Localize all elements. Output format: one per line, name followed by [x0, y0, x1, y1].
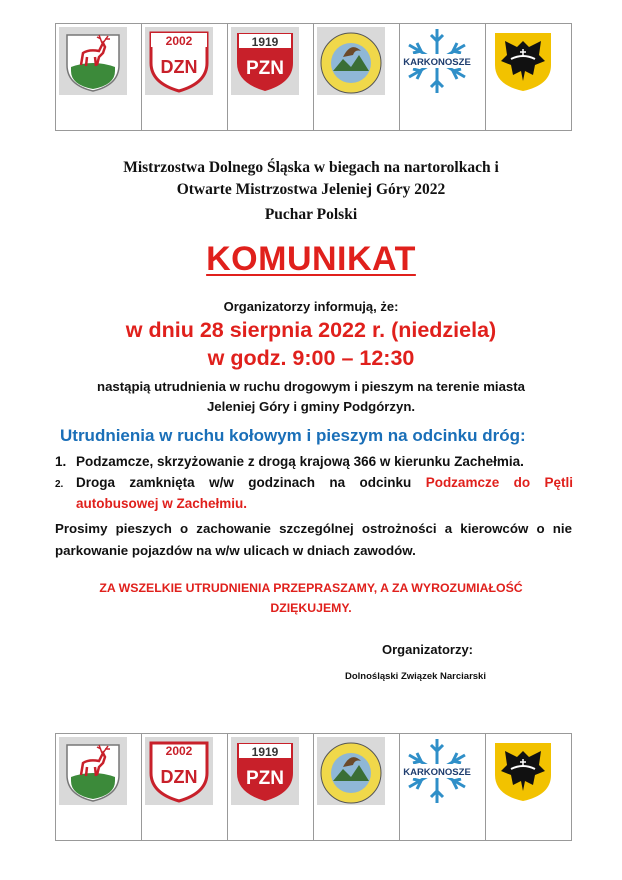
jelenia-gora-deer-crest-icon — [59, 27, 127, 95]
badge-letters: PZN — [246, 768, 284, 789]
event-title-line2: Otwarte Mistrzostwa Jeleniej Góry 2022 — [176, 181, 446, 198]
badge-year: 1919 — [251, 745, 279, 759]
event-title-line1: Mistrzostwa Dolnego Śląska w biegach na nartorolkach i — [123, 159, 499, 176]
cup-title: Puchar Polski — [264, 206, 358, 223]
lower-silesia-eagle-crest-icon — [489, 27, 557, 95]
logo-cell — [486, 24, 571, 130]
pzn-1919-badge-icon — [231, 27, 299, 95]
logo-row-top — [55, 23, 572, 131]
logo-cell — [142, 24, 228, 130]
logo-cell — [56, 24, 142, 130]
logo-cell — [400, 24, 486, 130]
dzn-2002-badge-icon — [145, 27, 213, 95]
gmina-podgorzyn-emblem-icon — [317, 737, 385, 805]
apology-line1: ZA WSZELKIE UTRUDNIENIA PRZEPRASZAMY, A ZA WYROZUMIAŁOŚĆ — [99, 581, 523, 595]
logo-row-bottom — [55, 733, 572, 841]
logo-cell — [486, 734, 571, 840]
karkonosze-text: KARKONOSZE — [403, 767, 471, 778]
restrictions-heading: Utrudnienia w ruchu kołowym i pieszym na odcinku dróg: — [60, 426, 526, 445]
date-block — [0, 316, 622, 372]
badge-letters: DZN — [160, 767, 198, 787]
logo-cell — [314, 24, 400, 130]
pzn-1919-badge-icon — [231, 737, 299, 805]
badge-year: 2002 — [165, 34, 193, 48]
description-line2: Jeleniej Góry i gminy Podgórzyn. — [206, 399, 416, 414]
list-item — [55, 472, 573, 514]
organizers-inform: Organizatorzy informują, że: — [223, 299, 399, 314]
description-line1: nastąpią utrudnienia w ruchu drogowym i pieszym na terenie miasta — [97, 379, 525, 394]
organizers-label: Organizatorzy: — [382, 642, 474, 657]
logo-cell — [56, 734, 142, 840]
logo-cell — [142, 734, 228, 840]
gmina-podgorzyn-emblem-icon — [317, 27, 385, 95]
apology — [0, 578, 622, 618]
karkonosze-text: KARKONOSZE — [403, 57, 471, 68]
list-text-wrap — [76, 472, 573, 514]
page-heading: KOMUNIKAT — [206, 240, 416, 278]
list-number: 1. — [55, 454, 67, 469]
apology-line2: DZIĘKUJEMY. — [270, 601, 352, 615]
date-line: w dniu 28 sierpnia 2022 r. (niedziela) — [125, 318, 497, 342]
list-highlight: Podzamcze do Pętli autobusowej w Zachełmiu. — [76, 475, 574, 511]
karkonosze-snowflake-icon — [403, 27, 471, 95]
time-line: w godz. 9:00 – 12:30 — [207, 346, 415, 370]
logo-cell — [228, 734, 314, 840]
event-title — [0, 157, 622, 201]
description — [0, 377, 622, 417]
list-item — [55, 451, 573, 472]
organizer-name: Dolnośląski Związek Narciarski — [345, 671, 486, 682]
badge-year: 2002 — [165, 744, 193, 758]
jelenia-gora-deer-crest-icon — [59, 737, 127, 805]
request-paragraph: Prosimy pieszych o zachowanie szczególnej ostrożności a kierowców o nie parkowanie pojazdów na w/w ulicach w dniach zawodów. — [55, 521, 572, 558]
badge-year: 1919 — [251, 35, 279, 49]
logo-cell — [400, 734, 486, 840]
dzn-2002-badge-icon — [145, 737, 213, 805]
badge-letters: DZN — [160, 57, 198, 77]
lower-silesia-eagle-crest-icon — [489, 737, 557, 805]
list-number: 2. — [55, 479, 64, 490]
list-text: Podzamcze, skrzyżowanie z drogą krajową 366 w kierunku Zachełmia. — [76, 454, 524, 469]
logo-cell — [228, 24, 314, 130]
badge-letters: PZN — [246, 58, 284, 79]
logo-cell — [314, 734, 400, 840]
karkonosze-snowflake-icon — [403, 737, 471, 805]
list-text: Droga zamknięta w/w godzinach na odcinku — [76, 475, 426, 490]
